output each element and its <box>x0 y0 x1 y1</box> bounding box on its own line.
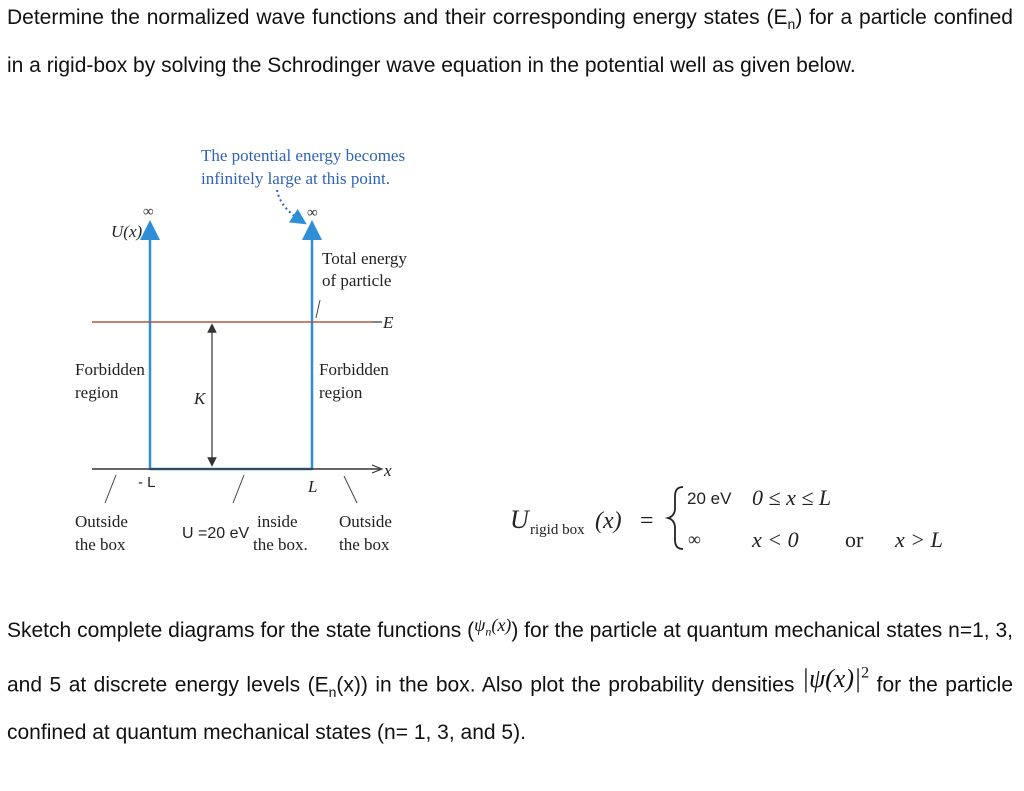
piecewise-equation <box>510 485 943 552</box>
forbidden-right-line1: Forbidden <box>319 360 389 379</box>
task-text-2: ) for the particle at quantum mechanical states n=1, 3, and 5 at discrete energy levels (E <box>7 619 1013 697</box>
intro-subscript: n <box>787 16 796 33</box>
x-axis-label: x <box>384 461 392 480</box>
energy-label: E <box>383 313 394 332</box>
annotation-dotted-arrow <box>277 190 300 220</box>
task-subscript: n <box>328 683 337 700</box>
outside-right-pointer <box>344 476 357 503</box>
inside-line1: inside <box>257 512 298 531</box>
kinetic-energy-label: K <box>194 389 206 408</box>
inside-line2: the box. <box>253 535 308 554</box>
equation-lhs-sub: rigid box <box>530 522 585 538</box>
outside-right-line1: Outside <box>339 512 392 531</box>
equation-lhs-arg: (x) <box>595 508 622 534</box>
probability-density-expression <box>802 664 869 693</box>
minus-l-label: - L <box>138 474 156 491</box>
annotation-line1: The potential energy becomes <box>201 146 406 165</box>
total-energy-line1: Total energy <box>322 249 407 268</box>
intro-rest-text: ) for a particle confined in a rigid-box by solving the Schrodinger wave equation in the potential well as given below. <box>7 6 1013 78</box>
forbidden-right-line2: region <box>319 383 363 402</box>
psi-n-expression <box>474 615 512 639</box>
outside-left-pointer <box>105 475 116 503</box>
density-base: |ψ(x)| <box>801 664 862 694</box>
outside-right-line2: the box <box>339 535 390 554</box>
case1-condition: 0 ≤ x ≤ L <box>752 485 832 510</box>
outside-left-line1: Outside <box>75 512 128 531</box>
case2-condition-b: x > L <box>895 527 943 552</box>
psi-subscript: n <box>485 624 492 639</box>
inside-pointer <box>233 475 244 503</box>
l-label: L <box>308 477 318 496</box>
task-text-1: Sketch complete diagrams for the state functions ( <box>7 619 475 642</box>
equation-equals: = <box>640 508 654 534</box>
case2-condition-or: or <box>845 527 864 552</box>
question-task-paragraph <box>7 605 1013 753</box>
u-axis-label: U(x) <box>111 222 143 241</box>
forbidden-left-line2: region <box>75 383 119 402</box>
psi-argument: (x) <box>491 615 512 635</box>
equation-brace <box>668 487 683 549</box>
total-energy-pointer <box>316 300 320 318</box>
forbidden-left-line1: Forbidden <box>75 360 145 379</box>
psi-symbol: ψ <box>474 615 486 635</box>
infinity-left: ∞ <box>143 204 154 220</box>
intro-text: Determine the normalized wave functions and their corresponding energy states (E <box>7 6 788 29</box>
case1-value: 20 eV <box>687 489 732 508</box>
total-energy-line2: of particle <box>322 271 392 290</box>
equation-lhs: U <box>510 505 529 534</box>
u-value-label: U =20 eV <box>182 525 250 542</box>
task-text-3: (x)) in the box. Also plot the probability densities <box>336 673 795 697</box>
case2-condition-a: x < 0 <box>752 527 799 552</box>
density-exponent: 2 <box>861 664 870 682</box>
task-text-4: for the particle confined at quantum mechanical states (n= 1, 3, and 5). <box>7 673 1014 745</box>
infinity-right: ∞ <box>307 205 318 221</box>
outside-left-line2: the box <box>75 535 126 554</box>
case2-value: ∞ <box>688 529 701 549</box>
annotation-line2: infinitely large at this point. <box>201 169 391 188</box>
